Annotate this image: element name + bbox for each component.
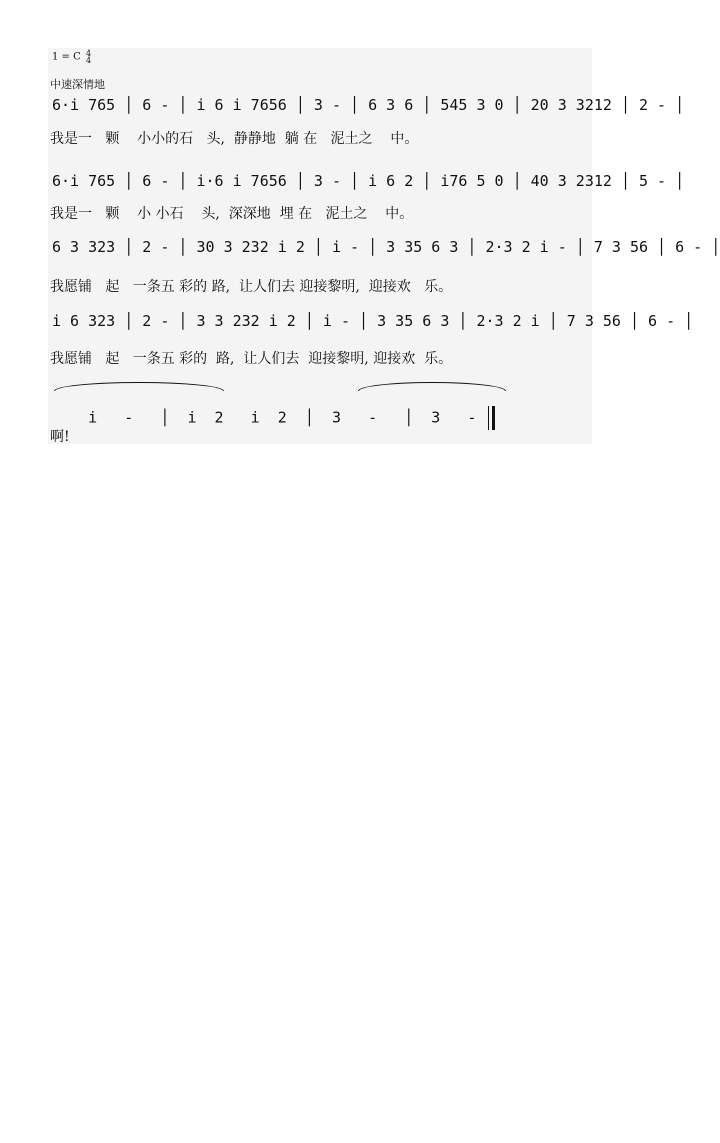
score-sheet (48, 48, 720, 445)
lyrics-row-1: 我是一 颗 小小的石 头, 静静地 躺 在 泥土之 中。 (50, 131, 419, 147)
key-label: 1 = C (52, 51, 81, 63)
time-numerator: 4 (85, 49, 92, 58)
notation-row-5 (52, 388, 495, 448)
lyrics-row-2: 我是一 颗 小 小石 头, 深深地 埋 在 泥土之 中。 (50, 206, 414, 222)
notation-row-4: i 6 323 │ 2 - │ 3 3 232 i 2 │ i - │ 3 35 6 3 │ 2·3 2 i │ 7 3 56 │ 6 - │ (52, 312, 694, 330)
notation-row-3: 6 3 323 │ 2 - │ 30 3 232 i 2 │ i - │ 3 35 6 3 │ 2·3 2 i - │ 7 3 56 │ 6 - │ (52, 238, 720, 256)
notation-row-2: 6·i 765 │ 6 - │ i·6 i 7656 │ 3 - │ i 6 2 │ i76 5 0 │ 40 3 2312 │ 5 - │ (52, 172, 685, 190)
lyrics-row-4: 我愿铺 起 一条五 彩的 路, 让人们去 迎接黎明, 迎接欢 乐。 (50, 351, 453, 367)
time-signature (86, 50, 91, 64)
time-denominator: 4 (85, 56, 92, 65)
notation-row-1: 6·i 765 │ 6 - │ i 6 i 7656 │ 3 - │ 6 3 6 │ 545 3 0 │ 20 3 3212 │ 2 - │ (52, 96, 685, 114)
key-signature (52, 50, 91, 64)
notation-row-5-text: i - │ i 2 i 2 │ 3 - │ 3 - (88, 408, 477, 427)
tempo-marking: 中速深情地 (50, 78, 105, 91)
final-barline (488, 406, 495, 430)
lyrics-row-3: 我愿铺 起 一条五 彩的 路, 让人们去 迎接黎明, 迎接欢 乐。 (50, 279, 453, 295)
lyrics-row-5: 啊! (50, 429, 70, 445)
